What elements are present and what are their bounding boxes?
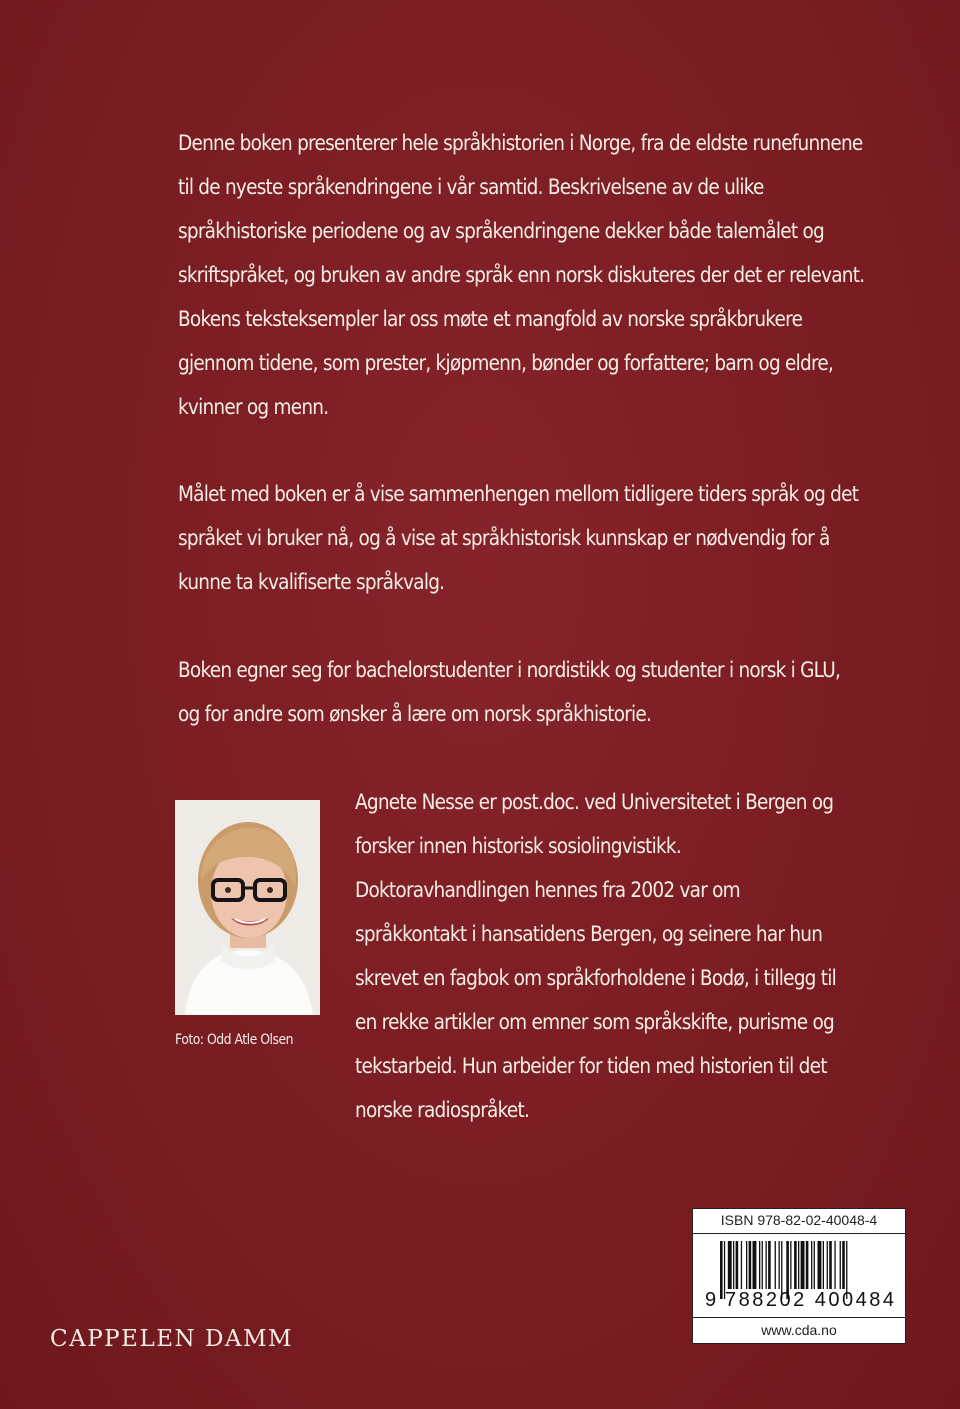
barcode-bar [818, 1241, 822, 1289]
barcode-bar [794, 1241, 797, 1289]
barcode-bar [814, 1241, 815, 1289]
barcode-bar [840, 1241, 841, 1289]
isbn-barcode-box [692, 1208, 906, 1344]
divider [693, 1317, 905, 1318]
barcode-bar [762, 1241, 763, 1289]
barcode-bar [728, 1241, 732, 1289]
barcode-bar [779, 1241, 780, 1289]
barcode-bar [842, 1241, 845, 1289]
author-bio: Agnete Nesse er post.doc. ved Universitetet i Bergen og forsker innen historisk sosiolingvistikk. Doktoravhandlingen hennes fra 2002 var om språkkontakt i hansatidens Bergen, og seinere har hun skrevet en fagbok om språkforholdene i Bodø, i tillegg til en rekke artikler om emner som språkskifte, purisme og tekstarbeid. Hun arbeider for tiden med historien til det norske radiospråket. [355, 790, 836, 1123]
barcode-bar [741, 1241, 742, 1289]
barcode-bar [811, 1241, 812, 1289]
photo-caption: Foto: Odd Atle Olsen [175, 1032, 293, 1048]
barcode-bar [823, 1241, 824, 1289]
description-paragraph-1: Denne boken presenterer hele språkhistorien i Norge, fra de eldste runefunnene til de nyeste språkendringene i vår samtid. Beskrivelsene av de ulike språkhistoriske periodene og av språkendringene dekker både talemålet og skriftspråket, og bruken av andre språk enn norsk diskuteres der det er relevant. Bokens teksteksempler lar oss møte et mangfold av norske språkbrukere gjennom tidene, som prester, kjøpmenn, bønder og forfattere; barn og eldre, kvinner og menn. [178, 131, 865, 420]
barcode-bar [733, 1241, 734, 1289]
barcode-bar [766, 1241, 767, 1289]
barcode-bar [736, 1241, 739, 1289]
barcode-bar [775, 1241, 776, 1289]
divider [693, 1233, 905, 1234]
barcode-bar [749, 1241, 752, 1289]
barcode-bar [768, 1241, 771, 1289]
barcode-bar [806, 1241, 809, 1289]
isbn-label: ISBN 978-82-02-40048-4 [720, 1212, 878, 1228]
barcode-bar [801, 1241, 805, 1289]
publisher-logo: CAPPELEN DAMM [50, 1326, 294, 1352]
barcode-bar [790, 1241, 791, 1289]
barcode-bar [798, 1241, 799, 1289]
description-paragraph-3: Boken egner seg for bachelorstudenter i nordistikk og studenter i norsk i GLU, og for andre som ønsker å lære om norsk språkhistorie. [178, 658, 841, 727]
author-photo [175, 800, 320, 1015]
barcode-bar [753, 1241, 757, 1289]
barcode-bar [829, 1241, 832, 1289]
barcode-digits-group-2: 400484 [814, 1289, 897, 1311]
barcode-bar [759, 1241, 760, 1289]
description-paragraph-2: Målet med boken er å vise sammenhengen mellom tidligere tiders språk og det språket vi bruker nå, og å vise at språkhistorisk kunnskap er nødvendig for å kunne ta kvalifiserte språkvalg. [178, 482, 859, 595]
barcode-digits [705, 1289, 901, 1312]
barcode-digit-first: 9 [705, 1289, 717, 1311]
barcode-bar [834, 1241, 835, 1289]
barcode-digits-group-1: 788202 [725, 1289, 807, 1311]
barcode-bar [746, 1241, 747, 1289]
barcode-bar [827, 1241, 828, 1289]
publisher-url: www.cda.no [761, 1322, 837, 1338]
